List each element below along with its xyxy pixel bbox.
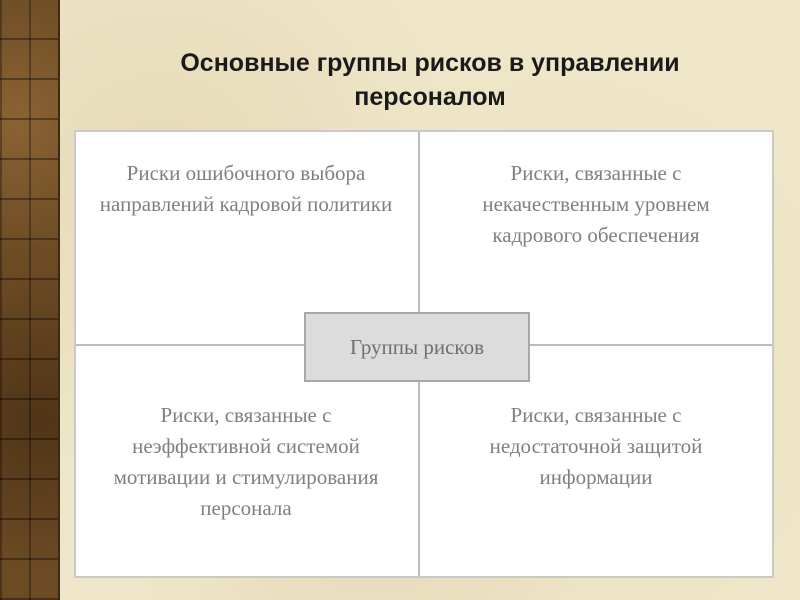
center-label-box [304, 312, 530, 382]
center-label: Группы рисков [350, 334, 484, 359]
quadrant-top-left: Риски ошибочного выбора направлений кадровой политики [99, 161, 393, 216]
quadrant-bottom-left: Риски, связанные с неэффективной системой мотивации и стимулирования персонала [113, 403, 379, 520]
quadrant-top-right: Риски, связанные с некачественным уровнем кадрового обеспечения [482, 161, 710, 247]
decorative-side-strip [0, 0, 60, 600]
risk-groups-diagram [74, 130, 774, 578]
quadrant-bottom-right: Риски, связанные с недостаточной защитой информации [489, 403, 703, 489]
slide-title: Основные группы рисков в управлении персоналом [180, 49, 680, 111]
